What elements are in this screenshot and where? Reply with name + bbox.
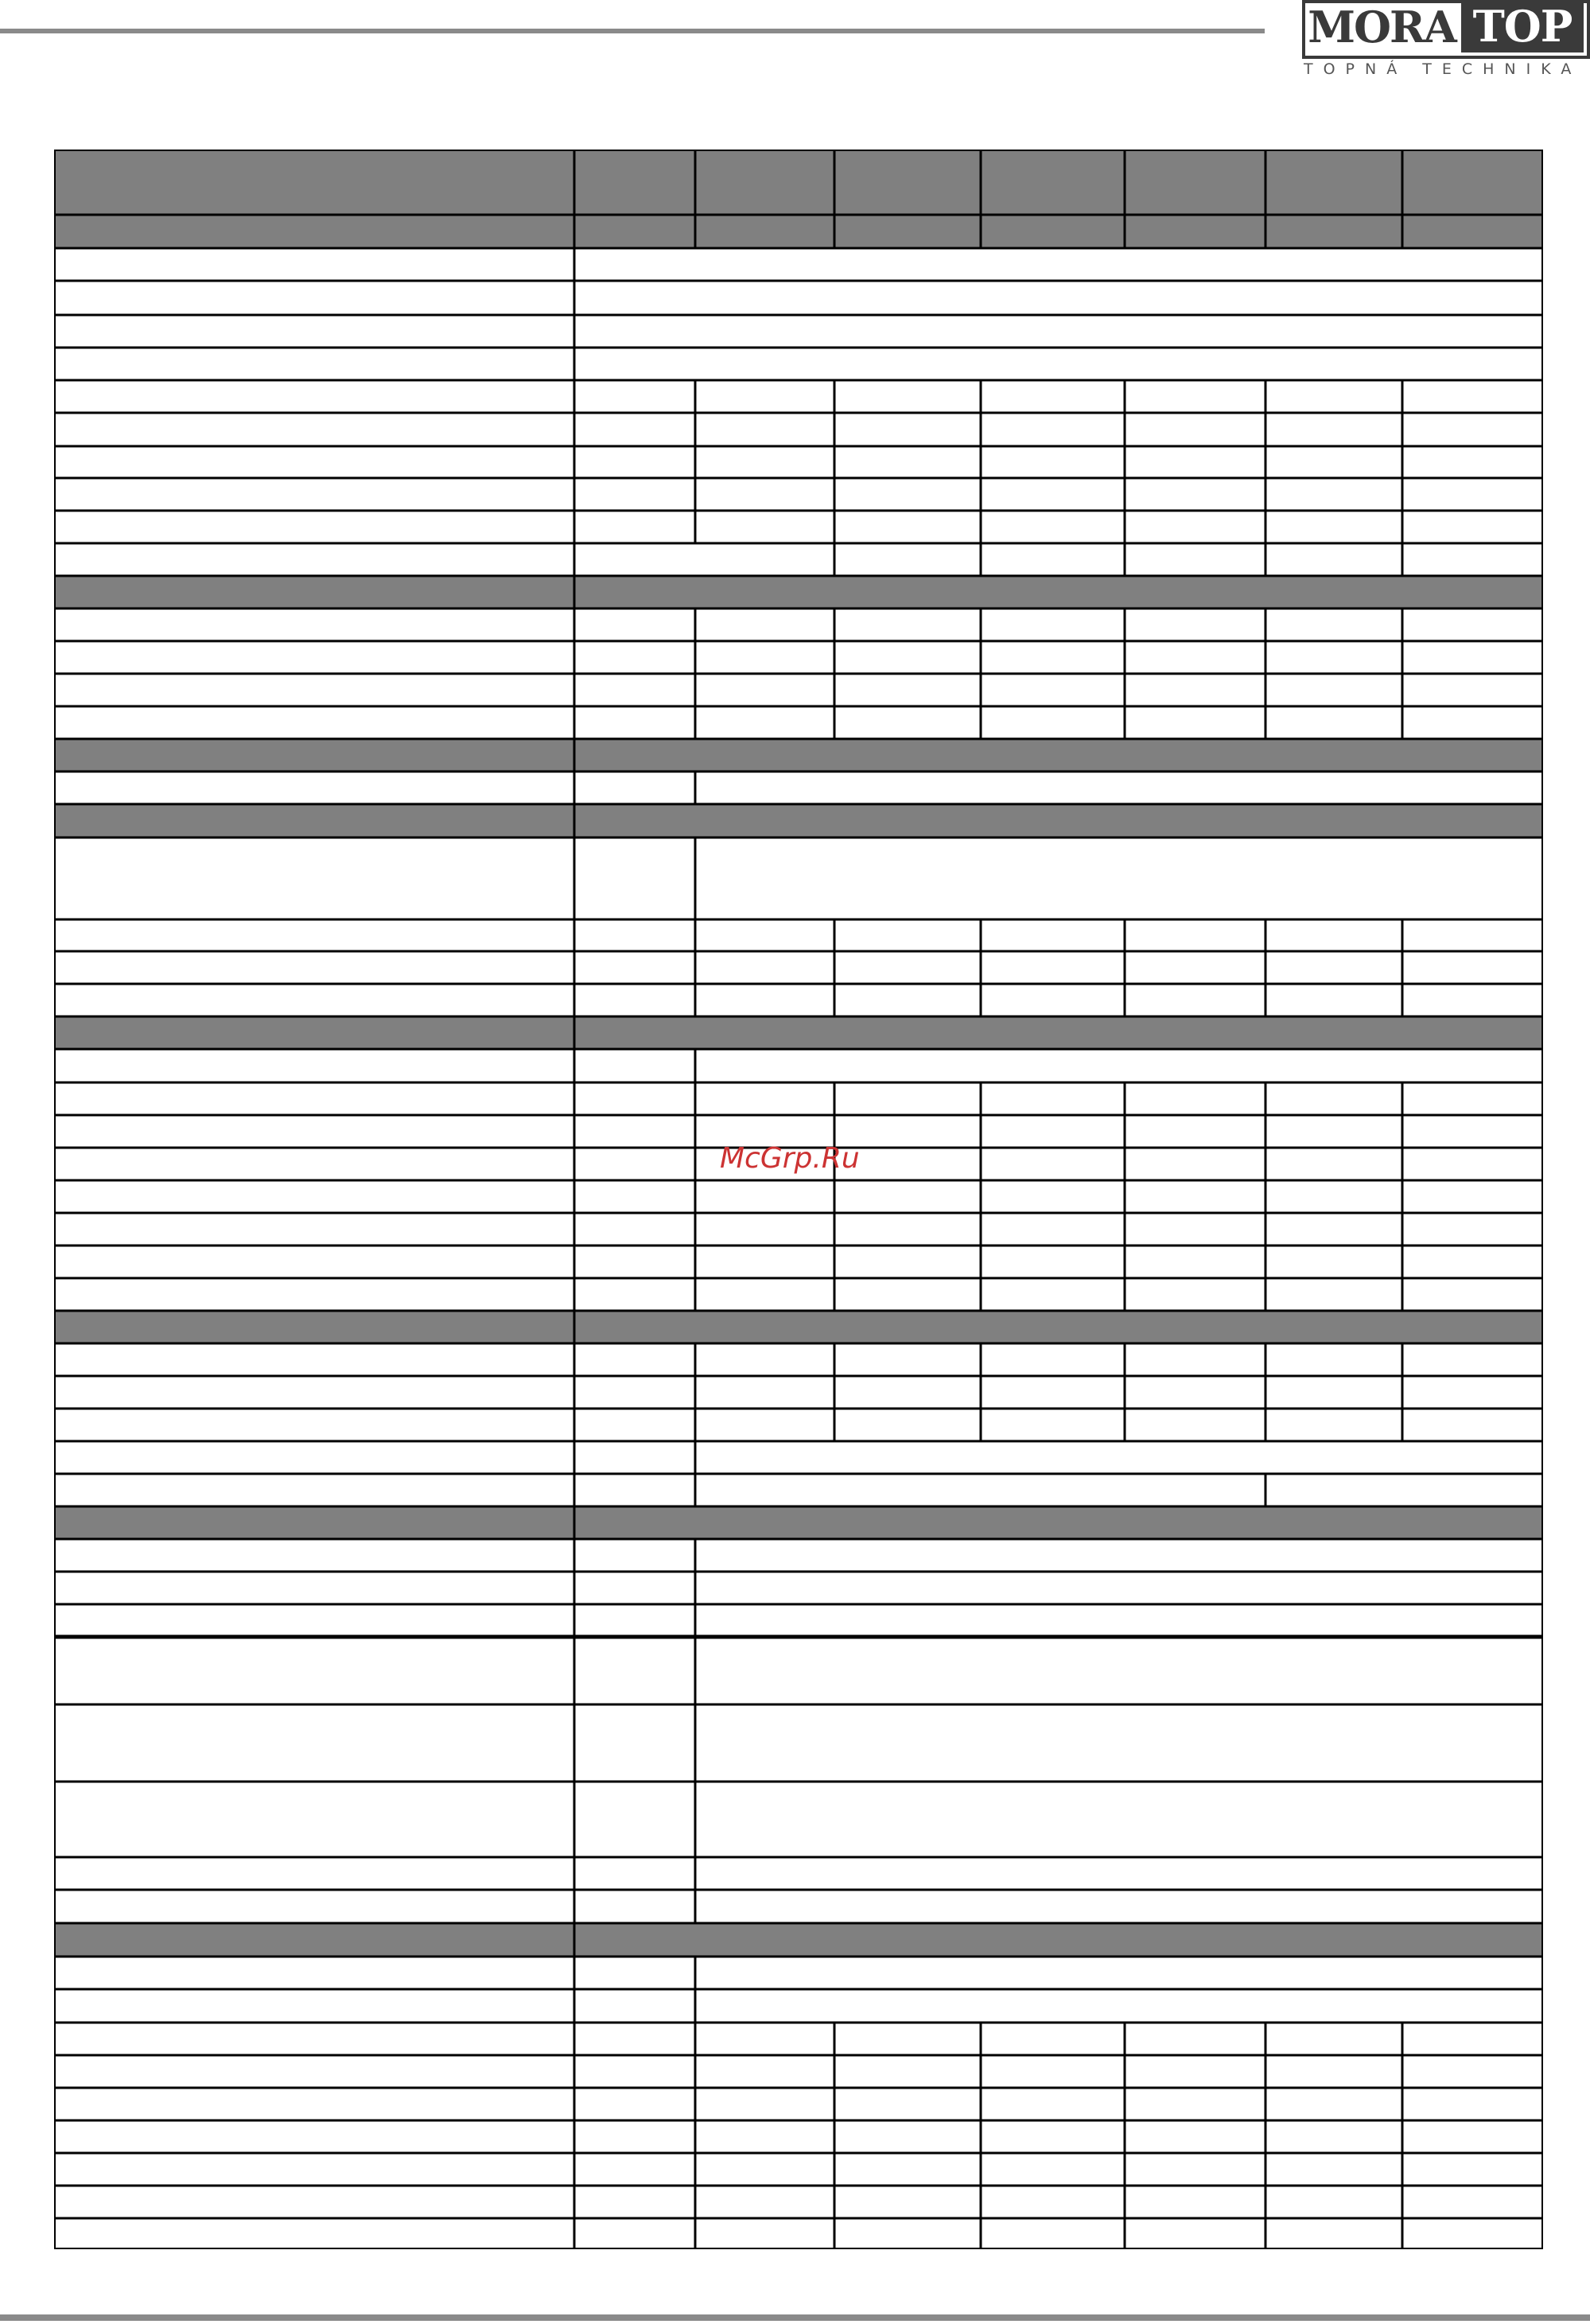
table-section-row	[54, 739, 1543, 771]
table-section-row	[54, 1311, 1543, 1343]
header-rule	[0, 29, 1265, 33]
spec-table-grid	[54, 150, 1543, 2249]
table-grid-lines	[54, 150, 1543, 2249]
table-section-row	[54, 1016, 1543, 1049]
table-section-row	[54, 150, 1543, 215]
table-section-row	[54, 804, 1543, 837]
table-section-row	[54, 1923, 1543, 1957]
logo-tagline: TOPNÁ TECHNIKA	[1304, 60, 1582, 78]
watermark: McGrp.Ru	[720, 1142, 860, 1175]
table-section-row	[54, 1506, 1543, 1539]
footer-rule	[0, 2314, 1590, 2321]
table-section-row	[54, 215, 1543, 248]
logo-brand-right: TOP	[1461, 0, 1584, 52]
brand-logo	[1302, 0, 1590, 80]
table-section-row	[54, 576, 1543, 608]
logo-brand-left: MORA	[1308, 2, 1456, 52]
